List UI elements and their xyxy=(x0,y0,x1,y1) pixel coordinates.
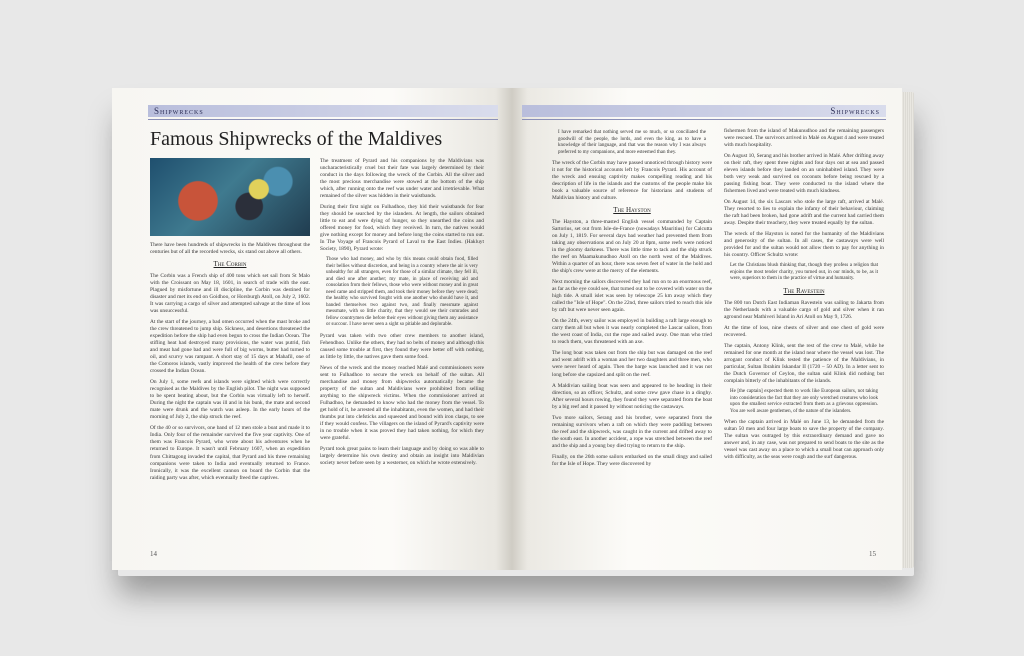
block-quote: He [the captain] expected them to work like European sailors, not taking into consideration the fact that they are only wretched creatures who look upon the smallest service extracted from them as a grievous oppression. You are well aware gentlemen, of the nature of the islanders. xyxy=(730,389,878,414)
open-book xyxy=(112,88,912,570)
article-title: Famous Shipwrecks of the Maldives xyxy=(150,128,443,150)
right-column-2 xyxy=(724,128,884,553)
paragraph: The long boat was taken out from the ship but was damaged on the reef and went adrift with a woman and her two daughters and three men, who were never heard of again. Then the barge was launched and it was not long before she capsized and split on the reef. xyxy=(552,350,712,378)
paragraph: On July 1, some reefs and islands were sighted which were correctly recognised as the Maldives by the English pilot. The night was supposed to be spent beating about, but the Corbin was virtually left to herself. During the night the captain was ill and in his bunk, the mate and second mate were drunk and the watch was asleep. In the early hours of the morning of July 2, the ship struck the reef. xyxy=(150,379,310,421)
paragraph: The wreck of the Hayston is noted for the humanity of the Maldivians and generosity of the sultan. In all cases, the castaways were well provided for and the sultan would not allow them to pay for anything in his country. Officer Schultz wrote: xyxy=(724,231,884,259)
diver-coral-photo xyxy=(150,158,310,236)
left-column-1 xyxy=(150,242,310,552)
left-column-2 xyxy=(320,158,484,553)
paragraph: Next morning the sailors discovered they had run on to an enormous reef, as far as the eye could see, that turned out to be covered with water on the high tide. A small islet was seen by telescope 25 km away which they called the "Isle of Hope". On the 22nd, three sailors tried to reach this isle by raft but were never seen again. xyxy=(552,279,712,314)
running-header-right: Shipwrecks xyxy=(522,105,886,117)
paragraph: Of the 40 or so survivors, one band of 12 men stole a boat and made it to India. Only four of the remainder survived the five year captivity. One of them was Francois Pyrard, who wrote about his adventures when he returned to Europe. It wasn't until February 1607, when an expedition from Chittagong invaded the capital, that Pyrard and his three remaining companions were taken to India and eventually returned to France. Ironically, it was the excellent cannon on board the Corbin that the raiding party was after, which eventually freed the captives. xyxy=(150,425,310,481)
paragraph: During their first night on Fulhadhoo, they hid their waistbands for fear they should be searched by the islanders. At length, the sailors obtained little to eat and were dying of hunger, so they unearthed the coins and offered money for food, which they received. In turn, the natives would give nothing except for money and before long the coins started to run out. In The Voyage of Francois Pyrard of Laval to the East Indies. (Hakluyt Society, 1890), Pyrard wrote: xyxy=(320,204,484,253)
paragraph: The Hayston, a three-masted English vessel commanded by Captain Sartorius, set out from Isle-de-France (nowadays Mauritius) for Calcutta on July 1, 1819. For several days bad weather had prevented them from taking any observations and on July 20 at 8pm, some reefs were noticed in the gloomy darkness. There was little time to tack and the ship struck the reef on Maamakunudhoo Atoll on the north west of the Maldives. Within a quarter of an hour, there was seven feet of water in the hold and the ship's crew were at the mercy of the elements. xyxy=(552,219,712,275)
paragraph: At the time of loss, nine chests of silver and one chest of gold were recovered. xyxy=(724,324,884,338)
paragraph: Pyrard was taken with two other crew members to another island, Fehendhoo. Unlike the others, they had no belts of money and although this caused some trouble at first, they found they were better off with nothing, as little by little, the natives gave them some food. xyxy=(320,332,484,360)
paragraph: Finally, on the 26th some sailors embarked on the small dingy and sailed for the Isle of Hope. They were discovered by xyxy=(552,453,712,467)
paragraph: The captain, Antony Klink, sent the rest of the crew to Malé, while he remained for one month at the island near where the vessel was lost. The arrogant conduct of Klink tested the patience of the Maldivians, in particular, Sultan Ibrahim Iskandar II (1720 – 50 AD). In a letter sent to the Dutch Governor of Ceylon, the sultan said Klink did nothing but complain bitterly of the inhabitants of the islands. xyxy=(724,342,884,385)
paragraph: On August 14, the six Lascars who stole the large raft, arrived at Malé. They resorted to lies to explain the infamy of their behaviour, claiming the raft had been broken, had gone adrift and the current had carried them away. Despite their treachery, they were treated equally by the sultan. xyxy=(724,199,884,227)
subheading-hayston: The Hayston xyxy=(613,206,651,215)
paragraph: The Corbin was a French ship of 400 tons which set sail from St Malo with the Croissant on May 18, 1601, in search of trade with the east. Plagued by misfortune and ill discipline, the Corbin was destined for disaster and met its end on Goidhoo, or Horsburgh Atoll, on July 2, 1602. It was carrying a cargo of silver and attempted salvage at the time of loss was unsuccessful. xyxy=(150,273,310,315)
paragraph: On the 24th, every sailor was employed in building a raft large enough to carry them all but when it was nearly completed the Lascar sailors, from the west coast of India, cut the rope and sailed away. One man who tried to reach them, was threatened with an axe. xyxy=(552,318,712,346)
paragraph: A Maldivian sailing boat was seen and appeared to be heading in their direction, so an officer, Schultz, and some crew gave chase in a dinghy. After several hours rowing, they found they were separated from the boat by a big reef and it passed by without noticing the castaways. xyxy=(552,382,712,410)
paragraph: At the start of the journey, a bad omen occurred when the mast broke and the crew threatened to jump ship. Sickness, and desertions threatened the expedition before the ship had even begun to cross the Indian Ocean. The stifling heat had destroyed many provisions, the water was putrid, fish and meat had gone bad and were full of big worms, butter had turned to oil, and scurvy was rampant. A short stay of 15 days at Mahafil, one of the Comoros islands, vastly improved the health of the crew before they crossed the Indian Ocean. xyxy=(150,319,310,375)
paragraph: The wreck of the Corbin may have passed unnoticed through history were it not for the historical accounts left by Francois Pyrard. His account of the wreck and ensuing captivity makes compelling reading and his description of life in the islands and the customs of the people make his book a valuable source of reference for historians and students of Maldivian history and culture. xyxy=(552,160,712,202)
page-number-left: 14 xyxy=(150,550,157,558)
paragraph: News of the wreck and the money reached Malé and commissioners were sent to Fulhadhoo to secure the wreck on behalf of the sultan. All merchandise and money from shipwrecks automatically became the property of the sultan and Maldivians were prohibited from selling anything to the shipwreck victims. When the commissioner arrived at Fulhadhoo, he demanded to know who had the money from the vessel. To get hold of it, he arrested all the inhabitants, even the women, and had their thumbs put into clefsticks and squeezed and bound with iron clasps, to see if they would confess. The villagers on the island of Pyrard's captivity were in no trouble when it was proved they had taken nothing, for which they were grateful. xyxy=(320,364,484,441)
page-number-right: 15 xyxy=(869,550,876,558)
intro-paragraph: There have been hundreds of shipwrecks in the Maldives throughout the centuries but of all the recorded wrecks, six stand out above all others. xyxy=(150,242,310,256)
block-quote: Let the Christians blush thinking that, though they profess a religion that enjoins the most tender charity, you turned out, in our minds, to be, as it were, superiors to them in the practice of virtue and humanity. xyxy=(730,263,878,282)
page-edges xyxy=(902,92,914,568)
right-column-1 xyxy=(552,128,712,553)
paragraph: On August 10, Serang and his brother arrived in Malé. After drifting away on their raft, they spent three nights and four days out at sea and passed eleven islands before they landed on an uninhabited island. They were both very weak and survived on coconuts before being rescued by a passing fishing boat. They were conducted to the island where the fishermen lived and were treated with much kindness. xyxy=(724,153,884,195)
subheading-corbin: The Corbin xyxy=(213,260,247,269)
block-quote: I have remarked that nothing served me so much, or so conciliated the goodwill of the people, the lords, and even the king, as to have a knowledge of their language, and that was the reason why I was always preferred to my companions, and more esteemed than they. xyxy=(558,130,706,155)
paragraph: Pyrard took great pains to learn their language and by doing so was able to largely determine his own destiny and obtain an insight into Maldivian society never before seen by a westerner, on which he wrote extensively. xyxy=(320,445,484,466)
paragraph: fishermen from the island of Makunudhoo and the remaining passengers were rescued. The survivors arrived in Malé on August 4 and were treated with much hospitality. xyxy=(724,128,884,149)
paragraph: The 800 ton Dutch East Indiaman Ravestein was sailing to Jakarta from the Netherlands with a valuable cargo of gold and silver when it ran aground near Mathiveri Island in Ari Atoll on May 9, 1726. xyxy=(724,299,884,320)
left-page xyxy=(112,88,512,570)
right-page xyxy=(512,88,902,570)
paragraph: When the captain arrived in Malé on June 13, he demanded from the sultan 50 men and four large boats to save the property of the company. The sultan was outraged by this extraordinary demand and gave no answer and, in any case, was not prepared to send boats to the site as the vessel was cast away on a place to which a small boat can approach only with difficulty, as the seas were rough and the surf dangerous. xyxy=(724,419,884,461)
running-header-left: Shipwrecks xyxy=(148,105,498,117)
paragraph: The treatment of Pyrard and his companions by the Maldivians was uncharacteristically cruel but their fate was largely determined by their conduct in the days following the wreck of the Corbin. All the silver and the most precious merchandise were stowed at the bottom of the ship which, after running onto the reef was under water and irretrievable. What remained of the silver was hidden in their waistbands. xyxy=(320,158,484,200)
paragraph: Two more sailors, Serang and his brother, were separated from the remaining survivors when a raft on which they were paddling between the reef and the shipwreck, was caught in the current and drifted away to the south east. In another accident, a rope was stretched between the reef and the ship and a young boy died trying to return to the ship. xyxy=(552,414,712,449)
subheading-ravestein: The Ravestein xyxy=(783,286,825,295)
block-quote: Those who had money, and who by this means could obtain food, filled their bellies without discretion, and being in a country where the air is very unhealthy for all strangers, even for those of a similar climate, they fell ill, and died one after another; my mate, in place of receiving aid and consolation from their fellows, those who were without money and in great need came and stripped them, and took their money before they were dead; the healthy who survived fought with one another who should have it, and banded themselves two against two, and finally messmate against messmate, with so little charity, that they would see their comrades and fellow countrymen die before their eyes without giving them any assistance or succour. I have never seen a sight so pitiable and deplorable. xyxy=(326,257,478,328)
